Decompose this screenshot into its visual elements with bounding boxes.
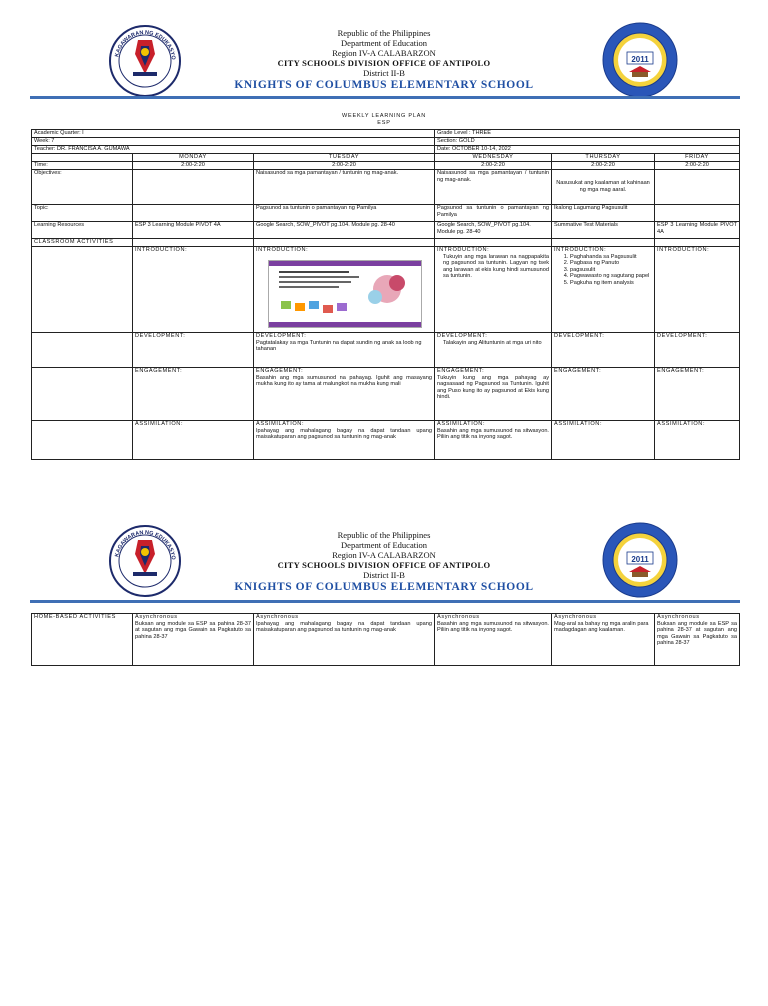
region-line: Region IV-A CALABARZON: [332, 48, 436, 58]
svg-text:KAGAWARAN NG EDUKASYON: KAGAWARAN NG EDUKASYO: [114, 29, 177, 61]
division-line: CITY SCHOOLS DIVISION OFFICE OF ANTIPOLO: [277, 560, 491, 570]
letterhead-top: [0, 22, 768, 122]
letterhead-bottom: [0, 522, 768, 622]
row-label: Topic:: [32, 205, 133, 222]
letterhead-text: [0, 28, 768, 92]
republic-line: Republic of the Philippines: [337, 530, 431, 540]
list-item: 5. Pagkuha ng item analysis: [570, 280, 652, 287]
table-row: [32, 146, 740, 154]
district-line: District II-B: [363, 68, 405, 78]
table-row: HOME-BASED ACTIVITIES Asynchronous Buksan ang module sa ESP sa pahina 28-37 at sagutan ang mga Gawain sa Pagkatuto sa pahina 28-37 Asynchronous Ipahayag ang mahalagang bagay na dapat tandaan upang maisakatuparan ang pagsunod sa tuntunin ng mag-anak Asynchronous Basahin ang mga sumusunod na sitwasyon. Piliin ang titik na inyong sagot. Asynchronous Mag-aral sa bahay ng mga aralin para madagdagan ang kaalaman. Asynchronous Buksan ang module sa ESP sa pahina 28-37 at sagutan ang mga Gawain sa Pagkatuto sa pahina 28-37: [32, 614, 740, 666]
section-cell: Section: GOLD: [435, 138, 740, 146]
table-row: Time: 2:00-2:20 2:00-2:20 2:00-2:20 2:00-2:20 2:00-2:20: [32, 162, 740, 170]
date-cell: Date: OCTOBER 10-14, 2022: [435, 146, 740, 154]
school-name: KNIGHTS OF COLUMBUS ELEMENTARY SCHOOL: [234, 581, 534, 593]
day-header: MONDAY: [133, 154, 254, 162]
republic-line: Republic of the Philippines: [337, 28, 431, 38]
department-line: Department of Education: [341, 540, 427, 550]
day-header: TUESDAY: [254, 154, 435, 162]
school-name: KNIGHTS OF COLUMBUS ELEMENTARY SCHOOL: [234, 79, 534, 91]
row-label: CLASSROOM ACTIVITIES: [32, 239, 133, 247]
day-header: WEDNESDAY: [435, 154, 552, 162]
plan-title: WEEKLY LEARNING PLAN ESP: [342, 113, 426, 126]
list-item: 3. pagsusulit: [570, 267, 652, 274]
teacher-cell: Teacher: DR. FRANCISA A. GUMAWA: [32, 146, 435, 154]
row-label: Time:: [32, 162, 133, 170]
department-line: Department of Education: [341, 38, 427, 48]
table-row: [32, 138, 740, 146]
letterhead-text: [0, 530, 768, 594]
list-item: 4. Pagwawasto ng sagutang papel: [570, 273, 652, 280]
list-item: 1. Paghahanda sa Pagsusulit: [570, 254, 652, 261]
list-item: 2. Pagbasa ng Panuto: [570, 260, 652, 267]
lesson-slide-image: [268, 260, 422, 328]
row-label: Objectives:: [32, 170, 133, 205]
table-row: Objectives: Naisasunod sa mga pamantayan / tuntunin ng mag-anak. Naisasunod sa mga pamantayan / tuntunin ng mag-anak. Nasusukat ang kaalaman at kahinaan ng mga mag aaral.: [32, 170, 740, 205]
grade-cell: Grade Level : THREE: [435, 130, 740, 138]
day-header: FRIDAY: [655, 154, 740, 162]
svg-text:2011: 2011: [631, 555, 649, 564]
table-row: Topic: Pagsunod sa tuntunin o pamantayan ng Pamilya Pagsunod sa tuntunin o pamantayan ng Pamilya Ikalong Lagumang Pagsusulit: [32, 205, 740, 222]
table-row: Learning Resources ESP 3 Learning Module PIVOT 4A Google Search, SOW_PIVOT pg.104. Module pg. 28-40 Google Search, SOW_PIVOT pg.104. Module pg. 28-40 Summative Test Materials ESP 3 Learning Module PIVOT 4A: [32, 222, 740, 239]
header-divider: [30, 96, 740, 99]
header-divider: [30, 600, 740, 603]
home-based-table: [31, 613, 740, 666]
district-line: District II-B: [363, 570, 405, 580]
table-row: INTRODUCTION: INTRODUCTION: INTRODUCTION: Tukuyin ang mga larawan na nagpapakita ng pagsunod sa tuntunin. Lagyan ng tsek ang larawan at ekis kung hindi sumusunod sa tuntunin. INTRODUCTION: 1. Paghahanda sa Pagsusulit 2. Pagbasa ng Panuto 3. pagsusulit 4. Pagwawasto ng sagutang papel 5. Pagkuha ng item analysis INTRODUCTION:: [32, 247, 740, 333]
quarter-cell: Academic Quarter: I: [32, 130, 435, 138]
table-row: DEVELOPMENT: DEVELOPMENT: Pagtatalakay sa mga Tuntunin na dapat sundin ng anak sa loob ng tahanan DEVELOPMENT: Talakayin ang Alituntunin at mga uri nito DEVELOPMENT: DEVELOPMENT:: [32, 333, 740, 368]
table-row: ENGAGEMENT: ENGAGEMENT: Basahin ang mga sumusunod na pahayag. Iguhit ang masayang mukha kung ito ay tama at malungkot na mukha kung mali ENGAGEMENT: Tukuyin kung ang mga pahayag ay nagsasaad ng Pagsunod sa Tuntunin. Iguhit ang Puso kung ito ay pagsunod at Ekis kung hindi. ENGAGEMENT: ENGAGEMENT:: [32, 368, 740, 421]
svg-text:KAGAWARAN NG EDUKASYON: KAGAWARAN NG EDUKASYO: [114, 529, 177, 561]
table-row: [32, 154, 740, 162]
week-cell: Week: 7: [32, 138, 435, 146]
division-line: CITY SCHOOLS DIVISION OFFICE OF ANTIPOLO: [277, 58, 491, 68]
weekly-plan-table: [31, 129, 740, 460]
row-label: Learning Resources: [32, 222, 133, 239]
region-line: Region IV-A CALABARZON: [332, 550, 436, 560]
row-label: HOME-BASED ACTIVITIES: [32, 614, 133, 666]
table-row: [32, 130, 740, 138]
svg-text:2011: 2011: [631, 55, 649, 64]
table-row: ASSIMILATION: ASSIMILATION: Ipahayag ang mahalagang bagay na dapat tandaan upang maisakatuparan ang pagsunod sa tuntunin ng mag-anak ASSIMILATION: Basahin ang mga sumusunod na sitwasyon. Piliin ang titik na inyong sagot. ASSIMILATION: ASSIMILATION:: [32, 421, 740, 460]
table-row: [32, 239, 740, 247]
day-header: THURSDAY: [552, 154, 655, 162]
slide-thumbnail-icon: [269, 261, 421, 327]
thursday-steps-list: [554, 254, 652, 287]
